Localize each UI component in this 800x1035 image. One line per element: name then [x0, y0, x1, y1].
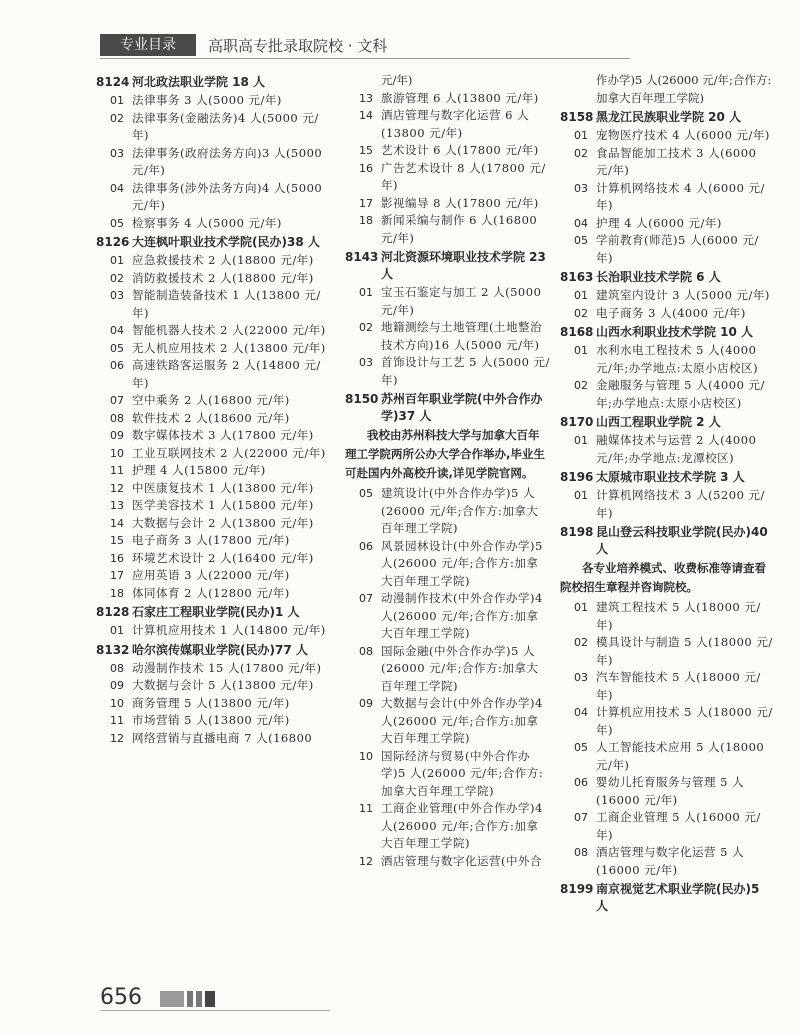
school-heading: [96, 642, 334, 659]
school-name: 南京视觉艺术职业学院(民办)5 人: [596, 882, 760, 913]
major-number: 15: [359, 144, 373, 157]
major-entry: [345, 284, 550, 319]
school-name: 苏州百年职业学院(中外合作办学)37 人: [381, 392, 543, 423]
major-text: 酒店管理与数字化运营 6 人(13800 元/年): [381, 108, 530, 140]
major-number: 11: [110, 464, 124, 477]
major-entry: [345, 160, 550, 195]
major-text: 应急救援技术 2 人(18800 元/年): [132, 253, 314, 267]
major-entry: [560, 739, 775, 774]
school-code: 8128: [96, 605, 130, 619]
major-entry: [560, 599, 775, 634]
major-text: 人工智能技术应用 5 人(18000 元/年): [596, 740, 765, 772]
major-number: 18: [359, 214, 373, 227]
major-text: 金融服务与管理 5 人(4000 元/年;办学地点:太原小店校区): [596, 378, 765, 410]
major-number: 02: [574, 636, 588, 649]
major-text: 首饰设计与工艺 5 人(5000 元/年): [381, 355, 550, 387]
major-entry: [560, 634, 775, 669]
school-code: 8143: [345, 250, 379, 264]
major-number: 08: [359, 644, 373, 658]
school-name: 河北政法职业学院 18 人: [132, 75, 266, 89]
major-number: 12: [110, 731, 124, 745]
major-entry: [96, 322, 334, 340]
major-entry: [96, 110, 334, 145]
major-number: 15: [110, 534, 124, 547]
school-heading: [345, 391, 550, 425]
major-number: 02: [574, 306, 588, 320]
major-text: 动漫制作技术 15 人(17800 元/年): [132, 660, 322, 675]
major-entry: [345, 354, 550, 389]
major-entry: [96, 180, 334, 215]
major-text: 婴幼儿托育服务与管理 5 人(16000 元/年): [596, 775, 745, 807]
school-code: 8163: [560, 270, 594, 284]
major-number: 12: [359, 854, 373, 868]
school-code: 8132: [96, 642, 130, 657]
major-number: 06: [110, 359, 124, 372]
major-entry: [345, 590, 550, 643]
major-text: 工商企业管理 5 人(16000 元/年): [596, 810, 761, 842]
major-text: 新闻采编与制作 6 人(16800 元/年): [381, 213, 538, 245]
continued-text: 元/年): [381, 73, 413, 87]
school-code: 8150: [345, 392, 379, 406]
major-text: 护理 4 人(15800 元/年): [132, 463, 266, 477]
major-text: 影视编导 8 人(17800 元/年): [381, 195, 539, 210]
major-text: 建筑设计(中外合作办学)5 人(26000 元/年;合作方:加拿大百年理工学院): [381, 486, 539, 535]
school-name: 石家庄工程职业学院(民办)1 人: [132, 605, 300, 619]
major-entry: [96, 660, 334, 678]
major-entry: [560, 432, 775, 467]
major-text: 工业互联网技术 2 人(22000 元/年): [132, 445, 326, 460]
major-text: 宠物医疗技术 4 人(6000 元/年): [596, 128, 770, 142]
major-entry: [96, 145, 334, 180]
page-title: 高职高专批录取院校 · 文科: [208, 37, 388, 55]
major-number: 07: [574, 811, 588, 824]
school-name: 河北资源环境职业技术学院 23 人: [381, 250, 546, 281]
major-entry: [96, 515, 334, 533]
major-entry: [560, 145, 775, 180]
major-text: 大数据与会计(中外合作办学)4 人(26000 元/年;合作方:加拿大百年理工学院): [381, 696, 543, 745]
major-text: 护理 4 人(6000 元/年): [596, 215, 722, 230]
major-entry: [96, 357, 334, 392]
major-text: 旅游管理 6 人(13800 元/年): [381, 90, 539, 105]
major-number: 16: [110, 551, 124, 565]
major-text: 广告艺术设计 8 人(17800 元/年): [381, 160, 546, 192]
major-number: 09: [110, 429, 124, 442]
major-entry: [560, 844, 775, 879]
page-number: 656: [100, 985, 142, 1010]
major-entry: [560, 377, 775, 412]
major-entry: [96, 340, 334, 358]
school-heading: [560, 524, 775, 558]
major-entry: [345, 695, 550, 748]
major-number: 09: [110, 679, 124, 692]
major-text: 计算机应用技术 1 人(14800 元/年): [132, 623, 326, 637]
major-text: 法律事务(金融法务)4 人(5000 元/年): [132, 110, 319, 142]
school-code: 8199: [560, 882, 594, 896]
major-text: 网络营销与直播电商 7 人(16800: [132, 730, 313, 745]
major-number: 01: [574, 601, 588, 614]
major-number: 03: [359, 356, 373, 369]
major-number: 04: [574, 706, 588, 719]
major-text: 消防救援技术 2 人(18800 元/年): [132, 270, 314, 285]
major-text: 模具设计与制造 5 人(18000 元/年): [596, 635, 773, 667]
major-text: 大数据与会计 2 人(13800 元/年): [132, 515, 314, 530]
major-number: 18: [110, 586, 124, 600]
major-text: 风景园林设计(中外合作办学)5 人(26000 元/年;合作方:加拿大百年理工学院): [381, 538, 543, 588]
major-entry: [345, 90, 550, 108]
major-text: 宝玉石鉴定与加工 2 人(5000 元/年): [381, 285, 542, 317]
major-text: 艺术设计 6 人(17800 元/年): [381, 143, 539, 157]
major-number: 08: [110, 411, 124, 425]
column-middle: [345, 72, 550, 870]
section-tag: 专业目录: [100, 34, 196, 56]
school-code: 8196: [560, 470, 594, 484]
school-name: 山西水利职业技术学院 10 人: [596, 325, 754, 339]
school-heading: [345, 249, 550, 283]
school-note: 我校由苏州科技大学与加拿大百年理工学院两所公办大学合作举办,毕业生可赴国内外高校升读,详见学院官网。: [345, 428, 545, 480]
major-entry: [96, 550, 334, 568]
major-number: 05: [110, 341, 124, 355]
major-text: 酒店管理与数字化运营(中外合: [381, 853, 542, 868]
major-entry: [560, 180, 775, 215]
major-entry: [345, 853, 550, 871]
major-entry: [560, 342, 775, 377]
major-number: 07: [359, 592, 373, 605]
school-name: 黑龙江民族职业学院 20 人: [596, 110, 742, 124]
major-number: 10: [110, 446, 124, 460]
school-name: 山西工程职业学院 2 人: [596, 415, 721, 429]
major-entry: [345, 142, 550, 160]
major-text: 中医康复技术 1 人(13800 元/年): [132, 480, 314, 495]
major-number: 03: [110, 146, 124, 160]
major-text: 酒店管理与数字化运营 5 人(16000 元/年): [596, 845, 745, 877]
school-heading: [560, 469, 775, 486]
major-number: 01: [574, 289, 588, 302]
major-number: 01: [574, 129, 588, 142]
school-name: 太原城市职业技术学院 3 人: [596, 470, 745, 484]
major-number: 04: [110, 324, 124, 337]
major-text: 地籍测绘与土地管理(土地整治技术方向)16 人(5000 元/年): [381, 320, 542, 352]
school-name: 长治职业技术学院 6 人: [596, 270, 721, 284]
major-number: 05: [359, 487, 373, 500]
major-entry: [560, 669, 775, 704]
major-entry: [96, 215, 334, 233]
major-entry: [345, 643, 550, 696]
column-right: [560, 72, 775, 916]
major-number: 12: [110, 481, 124, 495]
major-text: 法律事务 3 人(5000 元/年): [132, 93, 282, 107]
major-entry: [345, 319, 550, 354]
major-entry: [96, 270, 334, 288]
major-entry: [96, 287, 334, 322]
major-text: 数字媒体技术 3 人(17800 元/年): [132, 428, 314, 442]
major-entry: [560, 287, 775, 305]
school-code: 8126: [96, 235, 130, 249]
major-entry: [560, 704, 775, 739]
major-entry: [96, 445, 334, 463]
major-text: 应用英语 3 人(22000 元/年): [132, 568, 290, 582]
major-entry: [96, 622, 334, 640]
major-text: 空中乘务 2 人(16800 元/年): [132, 393, 290, 407]
major-number: 08: [574, 846, 588, 859]
major-number: 08: [110, 661, 124, 675]
major-entry: [96, 695, 334, 713]
major-number: 04: [110, 181, 124, 195]
major-text: 医学美容技术 1 人(15800 元/年): [132, 498, 314, 512]
major-text: 软件技术 2 人(18600 元/年): [132, 410, 290, 425]
major-entry: [96, 427, 334, 445]
major-entry: [96, 567, 334, 585]
major-text: 学前教育(师范)5 人(6000 元/年): [596, 233, 759, 265]
continued-text: 作办学)5 人(26000 元/年;合作方:加拿大百年理工学院): [596, 73, 772, 105]
major-text: 无人机应用技术 2 人(13800 元/年): [132, 340, 326, 355]
major-number: 07: [110, 394, 124, 407]
major-entry: [345, 748, 550, 801]
major-text: 汽车智能技术 5 人(18000 元/年): [596, 670, 761, 702]
school-heading: [560, 324, 775, 341]
major-text: 水利水电工程技术 5 人(4000 元/年;办学地点:太原小店校区): [596, 343, 759, 375]
major-number: 03: [110, 289, 124, 302]
major-text: 大数据与会计 5 人(13800 元/年): [132, 678, 314, 692]
major-number: 10: [359, 749, 373, 763]
major-number: 05: [110, 216, 124, 230]
school-name: 大连枫叶职业技术学院(民办)38 人: [132, 235, 320, 249]
school-code: 8158: [560, 110, 594, 124]
major-entry: [96, 677, 334, 695]
major-text: 环境艺术设计 2 人(16400 元/年): [132, 550, 314, 565]
footer-rule: [100, 1010, 330, 1011]
major-text: 高速铁路客运服务 2 人(14800 元/年): [132, 358, 321, 390]
major-number: 01: [110, 624, 124, 637]
major-number: 02: [110, 111, 124, 125]
major-number: 13: [110, 499, 124, 512]
major-text: 法律事务(涉外法务方向)4 人(5000 元/年): [132, 180, 323, 212]
major-number: 05: [574, 234, 588, 247]
major-text: 计算机应用技术 5 人(18000 元/年): [596, 705, 773, 737]
major-number: 02: [574, 379, 588, 392]
major-number: 02: [110, 271, 124, 285]
page-header: [100, 34, 690, 56]
school-heading: [560, 881, 775, 915]
major-text: 电子商务 3 人(4000 元/年): [596, 305, 746, 320]
major-entry: [560, 127, 775, 145]
major-number: 02: [359, 321, 373, 334]
major-entry: [560, 305, 775, 323]
major-text: 电子商务 3 人(17800 元/年): [132, 533, 290, 547]
major-entry: [560, 809, 775, 844]
major-entry: [96, 497, 334, 515]
school-heading: [560, 269, 775, 286]
major-text: 动漫制作技术(中外合作办学)4 人(26000 元/年;合作方:加拿大百年理工学院): [381, 591, 543, 640]
major-entry: [345, 485, 550, 538]
major-text: 建筑工程技术 5 人(18000 元/年): [596, 600, 761, 632]
major-entry: [560, 232, 775, 267]
major-entry: [96, 480, 334, 498]
school-heading: [96, 234, 334, 251]
major-number: 01: [359, 286, 373, 299]
major-text: 融媒体技术与运营 2 人(4000 元/年;办学地点:龙潭校区): [596, 433, 757, 465]
major-entry: [96, 730, 334, 748]
major-number: 10: [110, 696, 124, 710]
major-text: 体同体育 2 人(12800 元/年): [132, 585, 290, 600]
major-number: 16: [359, 161, 373, 175]
major-number: 03: [574, 181, 588, 195]
major-number: 01: [110, 254, 124, 267]
major-number: 09: [359, 697, 373, 710]
major-number: 01: [574, 434, 588, 447]
major-entry: [345, 212, 550, 247]
school-code: 8168: [560, 325, 594, 339]
major-entry: [560, 215, 775, 233]
major-text: 工商企业管理(中外合作办学)4 人(26000 元/年;合作方:加拿大百年理工学院): [381, 801, 543, 850]
school-code: 8198: [560, 525, 594, 539]
major-number: 01: [574, 344, 588, 357]
school-heading: [96, 74, 334, 91]
school-name: 昆山登云科技职业学院(民办)40 人: [596, 525, 768, 556]
footer-bars-decoration: [160, 991, 215, 1007]
school-code: 8170: [560, 415, 594, 429]
major-text: 计算机网络技术 3 人(5200 元/年): [596, 488, 765, 520]
header-rule: [100, 58, 630, 59]
major-number: 02: [574, 146, 588, 160]
major-text: 国际经济与贸易(中外合作办学)5 人(26000 元/年;合作方:加拿大百年理工学院): [381, 748, 544, 798]
major-entry: [560, 487, 775, 522]
major-entry: [560, 774, 775, 809]
major-text: 智能制造装备技术 1 人(13800 元/年): [132, 288, 321, 320]
school-name: 哈尔滨传媒职业学院(民办)77 人: [132, 642, 308, 657]
major-text: 检察事务 4 人(5000 元/年): [132, 215, 282, 230]
major-entry: [96, 712, 334, 730]
column-left: [96, 72, 334, 747]
major-entry: [96, 252, 334, 270]
major-number: 14: [110, 516, 124, 530]
major-text: 食品智能加工技术 3 人(6000 元/年): [596, 145, 757, 177]
major-number: 13: [359, 91, 373, 105]
major-entry: [96, 532, 334, 550]
major-number: 05: [574, 741, 588, 754]
major-entry: [345, 195, 550, 213]
major-number: 06: [574, 776, 588, 789]
major-entry: [96, 410, 334, 428]
major-number: 03: [574, 671, 588, 684]
major-number: 14: [359, 109, 373, 122]
major-entry: [96, 392, 334, 410]
major-entry: [345, 800, 550, 853]
school-note: 各专业培养模式、收费标准等请查看院校招生章程并咨询院校。: [560, 561, 766, 594]
school-heading: [560, 109, 775, 126]
major-text: 市场营销 5 人(13800 元/年): [132, 713, 290, 727]
major-number: 11: [359, 802, 373, 815]
school-heading: [96, 604, 334, 621]
major-number: 06: [359, 539, 373, 553]
major-number: 11: [110, 714, 124, 727]
major-entry: [345, 107, 550, 142]
major-entry: [96, 92, 334, 110]
major-entry: [96, 462, 334, 480]
school-code: 8124: [96, 75, 130, 89]
major-number: 01: [110, 94, 124, 107]
major-text: 法律事务(政府法务方向)3 人(5000 元/年): [132, 145, 323, 177]
major-text: 智能机器人技术 2 人(22000 元/年): [132, 323, 326, 337]
school-heading: [560, 414, 775, 431]
major-number: 17: [110, 569, 124, 582]
major-number: 17: [359, 196, 373, 210]
major-text: 建筑室内设计 3 人(5000 元/年): [596, 288, 770, 302]
major-number: 01: [574, 489, 588, 502]
major-text: 国际金融(中外合作办学)5 人(26000 元/年;合作方:加拿大百年理工学院): [381, 643, 539, 693]
major-text: 计算机网络技术 4 人(6000 元/年): [596, 180, 765, 212]
major-entry: [345, 538, 550, 591]
major-text: 商务管理 5 人(13800 元/年): [132, 695, 290, 710]
major-entry: [96, 585, 334, 603]
major-number: 04: [574, 216, 588, 230]
